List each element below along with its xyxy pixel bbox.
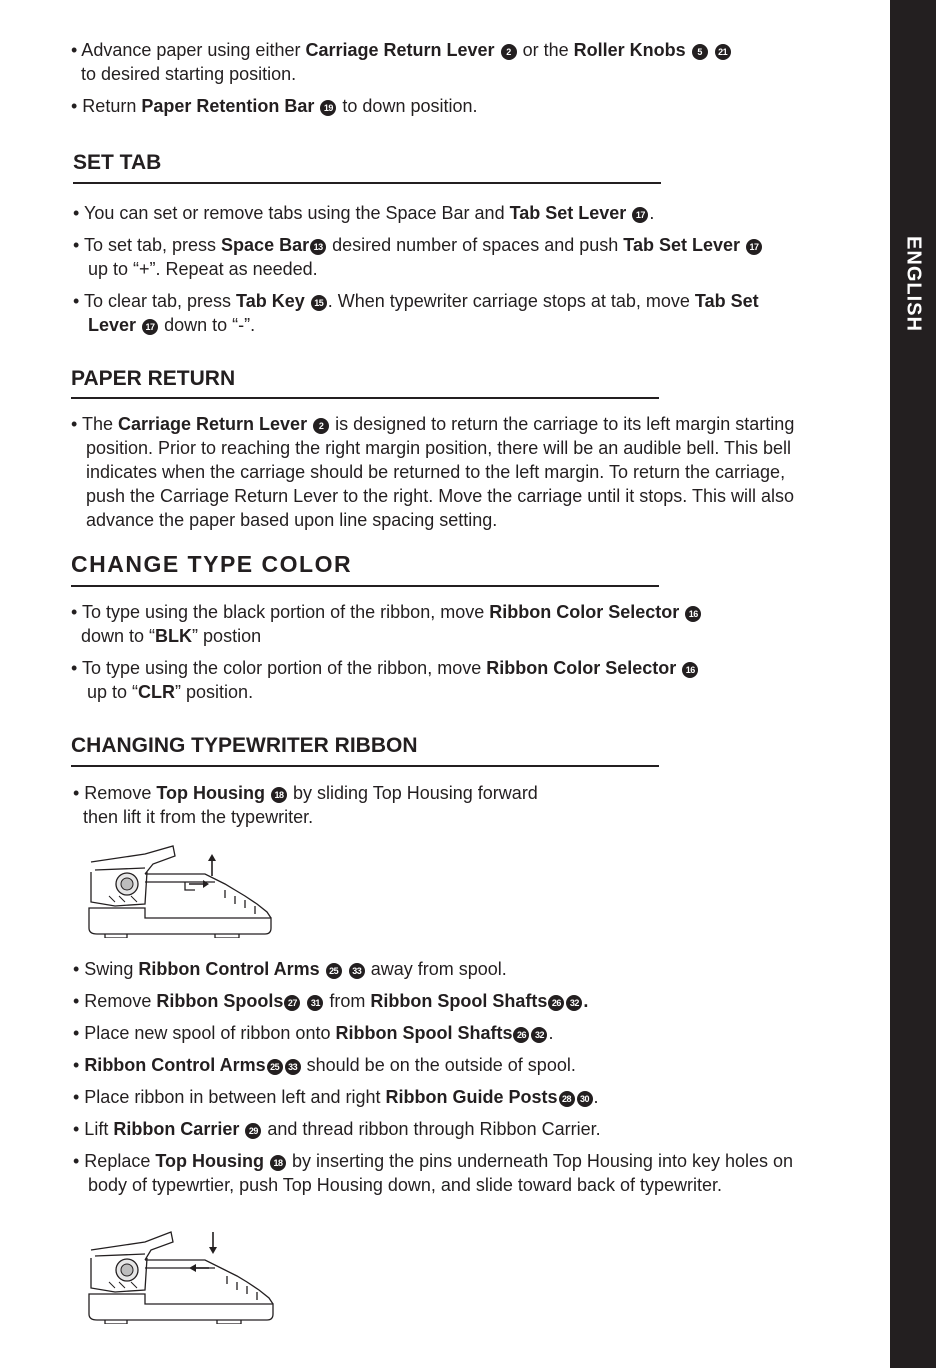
callout-number: 2 bbox=[501, 44, 517, 60]
section-heading-set-tab: SET TAB bbox=[73, 151, 162, 174]
term: Ribbon Control Arms bbox=[84, 1055, 266, 1075]
callout-number: 17 bbox=[746, 239, 762, 255]
term: BLK bbox=[155, 626, 193, 646]
term: Ribbon Control Arms bbox=[138, 959, 320, 979]
callout-number: 17 bbox=[632, 207, 648, 223]
term: Carriage Return Lever bbox=[118, 414, 308, 434]
term: Ribbon Carrier bbox=[113, 1119, 240, 1139]
set-tab-bullet-3 bbox=[73, 289, 759, 313]
text: • To type using the black portion of the ribbon, move bbox=[71, 602, 490, 622]
text: up to “ bbox=[87, 682, 139, 702]
typewriter-remove-housing-illustration bbox=[85, 842, 277, 938]
callout-number: 16 bbox=[682, 662, 698, 678]
text: . bbox=[649, 203, 655, 223]
text: • To clear tab, press bbox=[73, 291, 237, 311]
text: • Lift bbox=[73, 1119, 114, 1139]
language-tab-label: ENGLISH bbox=[902, 236, 925, 332]
term: Carriage Return Lever bbox=[305, 40, 495, 60]
term: Tab Set Lever bbox=[623, 235, 741, 255]
callout-number: 2 bbox=[313, 418, 329, 434]
set-tab-bullet-1 bbox=[73, 201, 654, 225]
ribbon-bullet-remove-spools bbox=[73, 989, 588, 1013]
text: • Return bbox=[71, 96, 142, 116]
callout-number: 13 bbox=[310, 239, 326, 255]
ribbon-bullet-remove-housing-cont: then lift it from the typewriter. bbox=[83, 807, 314, 827]
callout-number: 21 bbox=[715, 44, 731, 60]
callout-number: 18 bbox=[270, 1155, 286, 1171]
ribbon-bullet-place-spool bbox=[73, 1021, 553, 1045]
text: down to “ bbox=[81, 626, 156, 646]
text: • Replace bbox=[73, 1151, 156, 1171]
term: Tab Key bbox=[236, 291, 305, 311]
callout-number: 31 bbox=[307, 995, 323, 1011]
callout-number: 17 bbox=[142, 319, 158, 335]
callout-number: 32 bbox=[566, 995, 582, 1011]
text: • The bbox=[71, 414, 118, 434]
text: • Remove bbox=[73, 783, 157, 803]
section-rule bbox=[71, 765, 659, 767]
language-tab bbox=[890, 0, 936, 1368]
callout-number: 28 bbox=[559, 1091, 575, 1107]
term: Ribbon Spools bbox=[156, 991, 284, 1011]
term: Tab Set Lever bbox=[509, 203, 627, 223]
callout-number: 30 bbox=[577, 1091, 593, 1107]
text: • Swing bbox=[73, 959, 139, 979]
term: Top Housing bbox=[156, 783, 265, 803]
term: Ribbon Spool Shafts bbox=[335, 1023, 513, 1043]
text: to down position. bbox=[337, 96, 478, 116]
set-tab-bullet-2-cont: up to “+”. Repeat as needed. bbox=[88, 259, 318, 279]
callout-number: 25 bbox=[267, 1059, 283, 1075]
term: Lever bbox=[88, 315, 137, 335]
term: Paper Retention Bar bbox=[141, 96, 315, 116]
section-heading-paper-return: PAPER RETURN bbox=[71, 367, 236, 390]
text: . bbox=[593, 1087, 599, 1107]
text: down to “-”. bbox=[159, 315, 256, 335]
callout-number: 26 bbox=[513, 1027, 529, 1043]
callout-number: 32 bbox=[531, 1027, 547, 1043]
text: • To type using the color portion of the ribbon, move bbox=[71, 658, 487, 678]
callout-number: 16 bbox=[685, 606, 701, 622]
ribbon-bullet-replace-housing bbox=[73, 1149, 793, 1173]
text: ” postion bbox=[192, 626, 262, 646]
color-bullet-1-cont bbox=[81, 624, 261, 648]
text: . When typewriter carriage stops at tab, move bbox=[327, 291, 695, 311]
section-heading-change-type-color: CHANGE TYPE COLOR bbox=[71, 551, 353, 577]
callout-number: 25 bbox=[326, 963, 342, 979]
intro-bullet-return bbox=[71, 94, 478, 118]
text: from bbox=[324, 991, 371, 1011]
typewriter-replace-housing-illustration bbox=[85, 1228, 279, 1324]
text: ” position. bbox=[175, 682, 254, 702]
ribbon-bullet-replace-housing-cont: body of typewrtier, push Top Housing down, and slide toward back of typewriter. bbox=[88, 1175, 723, 1195]
text: should be on the outside of spool. bbox=[301, 1055, 576, 1075]
callout-number: 26 bbox=[548, 995, 564, 1011]
ribbon-bullet-lift-carrier bbox=[73, 1117, 601, 1141]
text: . bbox=[548, 1023, 554, 1043]
text: • Place ribbon in between left and right bbox=[73, 1087, 386, 1107]
ribbon-bullet-remove-housing bbox=[73, 781, 538, 805]
set-tab-bullet-2 bbox=[73, 233, 763, 257]
ribbon-bullet-guide-posts bbox=[73, 1085, 599, 1109]
intro-bullet-advance-cont: to desired starting position. bbox=[81, 64, 297, 84]
term: Ribbon Guide Posts bbox=[385, 1087, 558, 1107]
term: . bbox=[583, 991, 589, 1011]
color-bullet-2-cont bbox=[87, 680, 253, 704]
paper-return-bullet-1 bbox=[71, 412, 794, 436]
section-rule bbox=[71, 397, 659, 399]
callout-number: 33 bbox=[285, 1059, 301, 1075]
text: • Remove bbox=[73, 991, 157, 1011]
section-rule bbox=[71, 585, 659, 587]
paper-return-line-5: advance the paper based upon line spacing setting. bbox=[86, 510, 498, 530]
callout-number: 29 bbox=[245, 1123, 261, 1139]
callout-number: 33 bbox=[349, 963, 365, 979]
text: by sliding Top Housing forward bbox=[288, 783, 538, 803]
text: • You can set or remove tabs using the Space Bar and bbox=[73, 203, 510, 223]
section-rule bbox=[73, 182, 661, 184]
text: is designed to return the carriage to its left margin starting bbox=[330, 414, 795, 434]
term: Roller Knobs bbox=[573, 40, 686, 60]
color-bullet-2 bbox=[71, 656, 699, 680]
callout-number: 19 bbox=[320, 100, 336, 116]
text: • bbox=[73, 1055, 85, 1075]
ribbon-bullet-swing-arms bbox=[73, 957, 507, 981]
paper-return-line-4: push the Carriage Return Lever to the right. Move the carriage until it stops. This will also bbox=[86, 486, 795, 506]
set-tab-bullet-3-cont bbox=[88, 313, 255, 337]
text: and thread ribbon through Ribbon Carrier. bbox=[262, 1119, 601, 1139]
color-bullet-1 bbox=[71, 600, 702, 624]
paper-return-line-3: indicates when the carriage should be returned to the left margin. To return the carriage, bbox=[86, 462, 786, 482]
term: Ribbon Color Selector bbox=[489, 602, 680, 622]
text: • To set tab, press bbox=[73, 235, 222, 255]
text: desired number of spaces and push bbox=[327, 235, 624, 255]
paper-return-line-2: position. Prior to reaching the right margin position, there will be an audible bell. This bell bbox=[86, 438, 792, 458]
term: Top Housing bbox=[155, 1151, 265, 1171]
intro-bullet-advance bbox=[71, 38, 732, 62]
section-heading-changing-ribbon: CHANGING TYPEWRITER RIBBON bbox=[71, 734, 418, 757]
callout-number: 18 bbox=[271, 787, 287, 803]
text: away from spool. bbox=[365, 959, 507, 979]
callout-number: 5 bbox=[692, 44, 708, 60]
text: by inserting the pins underneath Top Housing into key holes on bbox=[287, 1151, 794, 1171]
term: CLR bbox=[138, 682, 176, 702]
callout-number: 27 bbox=[284, 995, 300, 1011]
term: Ribbon Color Selector bbox=[486, 658, 677, 678]
callout-number: 15 bbox=[311, 295, 327, 311]
term: Ribbon Spool Shafts bbox=[370, 991, 548, 1011]
text: or the bbox=[517, 40, 574, 60]
text: • Place new spool of ribbon onto bbox=[73, 1023, 336, 1043]
term: Tab Set bbox=[694, 291, 759, 311]
text: • Advance paper using either bbox=[71, 40, 306, 60]
term: Space Bar bbox=[221, 235, 310, 255]
ribbon-bullet-arms-outside bbox=[73, 1053, 576, 1077]
